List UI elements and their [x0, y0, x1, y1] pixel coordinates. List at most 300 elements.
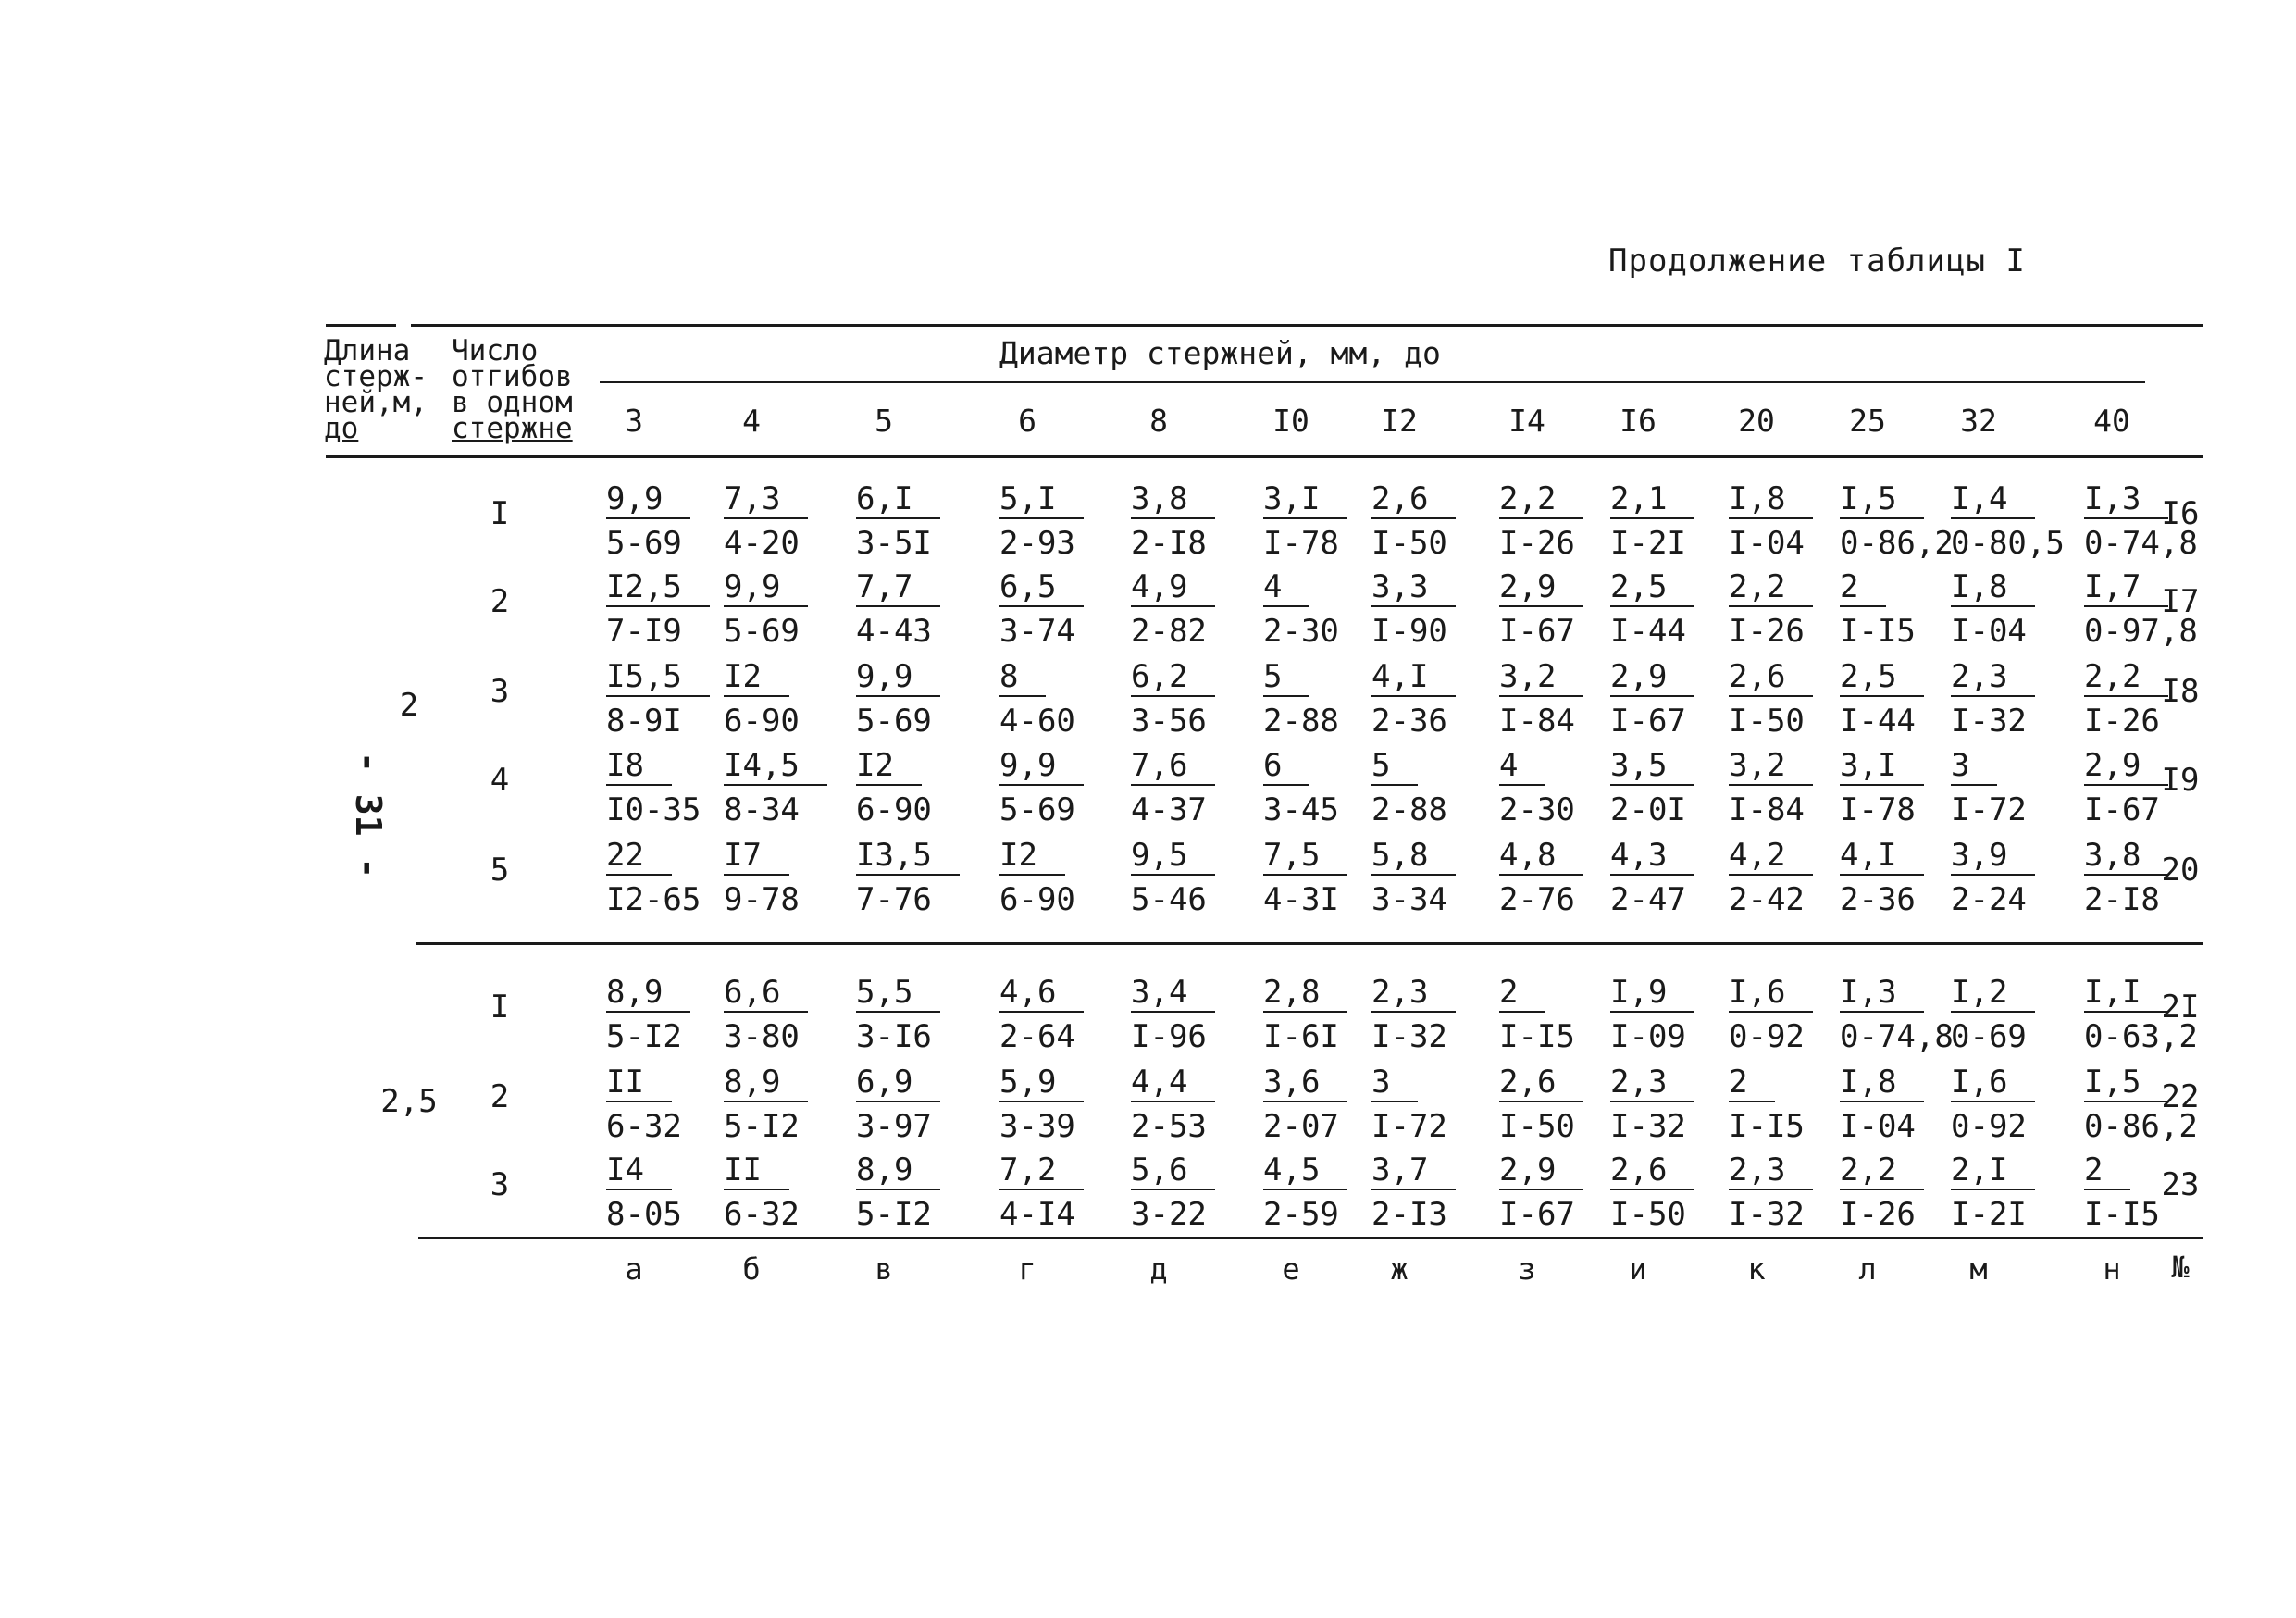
- table-cell: [1729, 654, 1840, 743]
- cell-norm: 5-46: [1131, 881, 1207, 918]
- table-cell: [1499, 970, 1610, 1059]
- column-letter: в: [875, 1251, 893, 1287]
- cell-norm: 4-I4: [999, 1196, 1075, 1233]
- column-letter: и: [1629, 1251, 1647, 1287]
- table-cell: [1729, 743, 1840, 832]
- cell-mass: 2,2: [2084, 658, 2168, 697]
- table-cell: [1499, 1148, 1610, 1237]
- cell-mass: 3: [1371, 1064, 1418, 1102]
- table-cell: [1371, 743, 1483, 832]
- cell-mass: 6,6: [724, 974, 808, 1013]
- table-cell: [724, 970, 835, 1059]
- column-letter: е: [1282, 1251, 1300, 1287]
- table-cell: [1499, 1060, 1610, 1149]
- table-cell: [1263, 743, 1374, 832]
- table-cell: [724, 833, 835, 922]
- cell-mass: 2: [2084, 1151, 2130, 1190]
- table-cell: [999, 743, 1111, 832]
- table-cell: [1610, 1060, 1721, 1149]
- cell-norm: 2-59: [1263, 1196, 1339, 1233]
- cell-norm: I-50: [1371, 525, 1447, 562]
- cell-norm: 2-30: [1499, 791, 1575, 828]
- bends-count: 2: [490, 1078, 510, 1115]
- cell-mass: I,9: [1610, 974, 1694, 1013]
- cell-mass: 3,8: [1131, 480, 1215, 519]
- cell-norm: I-04: [1951, 613, 2027, 650]
- cell-norm: 5-69: [856, 703, 932, 740]
- table-cell: [856, 1148, 967, 1237]
- cell-norm: I-67: [1499, 1196, 1575, 1233]
- cell-norm: 7-76: [856, 881, 932, 918]
- cell-mass: 2,I: [1951, 1151, 2035, 1190]
- cell-mass: 3,I: [1263, 480, 1347, 519]
- cell-norm: 3-39: [999, 1108, 1075, 1145]
- cell-norm: 8-9I: [606, 703, 682, 740]
- cell-norm: I-I5: [2084, 1196, 2160, 1233]
- cell-mass: 2,5: [1840, 658, 1924, 697]
- cell-norm: 5-I2: [724, 1108, 800, 1145]
- cell-mass: 5: [1263, 658, 1309, 697]
- cell-norm: 5-69: [724, 613, 800, 650]
- table-cell: [1371, 477, 1483, 566]
- cell-mass: 2,9: [1499, 568, 1583, 607]
- bends-count: 3: [490, 673, 510, 710]
- table-cell: [1499, 833, 1610, 922]
- cell-mass: 9,9: [724, 568, 808, 607]
- cell-mass: 2,2: [1499, 480, 1583, 519]
- line-number: 20: [2161, 852, 2200, 889]
- table-cell: [1951, 654, 2062, 743]
- cell-mass: 4,9: [1131, 568, 1215, 607]
- diameter-I0: I0: [1272, 403, 1309, 439]
- table-cell: [1263, 970, 1374, 1059]
- table-cell: [1263, 477, 1374, 566]
- line-number: I7: [2161, 583, 2200, 620]
- cell-mass: 5,8: [1371, 837, 1456, 876]
- cell-mass: I,8: [1729, 480, 1813, 519]
- cell-norm: 4-43: [856, 613, 932, 650]
- table-cell: [1499, 565, 1610, 653]
- table-cell: [606, 1148, 717, 1237]
- cell-norm: I-I5: [1840, 613, 1916, 650]
- cell-mass: 2,2: [1729, 568, 1813, 607]
- cell-norm: 6-32: [724, 1196, 800, 1233]
- table-cell: [1951, 833, 2062, 922]
- cell-norm: I-2I: [1951, 1196, 2027, 1233]
- cell-norm: 2-88: [1371, 791, 1447, 828]
- column-letter: ж: [1390, 1251, 1409, 1287]
- cell-norm: I-04: [1729, 525, 1805, 562]
- cell-mass: 7,5: [1263, 837, 1347, 876]
- table-cell: [999, 970, 1111, 1059]
- cell-norm: I-2I: [1610, 525, 1686, 562]
- cell-mass: 6: [1263, 747, 1309, 786]
- table-cell: [606, 970, 717, 1059]
- cell-mass: 2,3: [1610, 1064, 1694, 1102]
- cell-mass: 2,3: [1729, 1151, 1813, 1190]
- cell-norm: I-I5: [1499, 1018, 1575, 1055]
- bends-count: 5: [490, 852, 510, 889]
- table-cell: [999, 477, 1111, 566]
- header-line: в одном: [452, 386, 573, 419]
- cell-mass: 4,I: [1371, 658, 1456, 697]
- cell-mass: 5,9: [999, 1064, 1084, 1102]
- rule-top: [411, 324, 2203, 327]
- table-cell: [1610, 477, 1721, 566]
- diameter-3: 3: [625, 403, 643, 439]
- cell-mass: I,4: [1951, 480, 2035, 519]
- cell-norm: I-04: [1840, 1108, 1916, 1145]
- cell-norm: 2-82: [1131, 613, 1207, 650]
- table-cell: [856, 565, 967, 653]
- header-line: ней,м,: [324, 386, 428, 419]
- bends-count: 4: [490, 762, 510, 799]
- table-cell: [1131, 565, 1242, 653]
- diameter-I6: I6: [1620, 403, 1657, 439]
- cell-mass: 5,I: [999, 480, 1084, 519]
- cell-mass: 5: [1371, 747, 1418, 786]
- cell-mass: I,5: [1840, 480, 1924, 519]
- rule-under-diameter-title: [600, 381, 2145, 383]
- diameter-40: 40: [2093, 403, 2130, 439]
- cell-norm: 0-69: [1951, 1018, 2027, 1055]
- table-cell: [1499, 654, 1610, 743]
- bends-count: I: [490, 989, 510, 1026]
- cell-norm: 8-34: [724, 791, 800, 828]
- table-cell: [1371, 1060, 1483, 1149]
- cell-mass: I,8: [1840, 1064, 1924, 1102]
- cell-norm: I0-35: [606, 791, 701, 828]
- column-letter: л: [1858, 1251, 1877, 1287]
- line-number: I8: [2161, 673, 2200, 710]
- table-cell: [1840, 970, 1954, 1059]
- table-cell: [606, 565, 717, 653]
- table-cell: [1840, 565, 1951, 653]
- cell-mass: 2,6: [1371, 480, 1456, 519]
- header-line: стерж-: [324, 360, 428, 393]
- header-length: [324, 334, 428, 445]
- rule-group-separator: [416, 942, 2203, 945]
- cell-norm: I-44: [1840, 703, 1916, 740]
- cell-norm: I-6I: [1263, 1018, 1339, 1055]
- diameter-25: 25: [1849, 403, 1886, 439]
- cell-mass: 3,6: [1263, 1064, 1347, 1102]
- cell-norm: 0-86,2: [1840, 525, 1954, 562]
- cell-mass: 3,4: [1131, 974, 1215, 1013]
- cell-mass: 7,7: [856, 568, 940, 607]
- cell-mass: I2,5: [606, 568, 710, 607]
- cell-mass: 4,6: [999, 974, 1084, 1013]
- table-cell: [1951, 970, 2062, 1059]
- rule-top-left: [326, 324, 396, 327]
- cell-norm: 2-53: [1131, 1108, 1207, 1145]
- table-cell: [1131, 743, 1242, 832]
- cell-norm: 6-32: [606, 1108, 682, 1145]
- cell-mass: 7,2: [999, 1151, 1084, 1190]
- cell-mass: 3,3: [1371, 568, 1456, 607]
- cell-mass: 2,6: [1729, 658, 1813, 697]
- table-cell: [999, 654, 1111, 743]
- cell-mass: I4: [606, 1151, 672, 1190]
- cell-mass: I,3: [2084, 480, 2168, 519]
- cell-norm: I-44: [1610, 613, 1686, 650]
- cell-norm: 3-5I: [856, 525, 932, 562]
- bends-count: 2: [490, 583, 510, 620]
- table-cell: [856, 833, 967, 922]
- table-cell: [1610, 565, 1721, 653]
- table-cell: [1951, 565, 2062, 653]
- cell-mass: I,8: [1951, 568, 2035, 607]
- cell-mass: 9,5: [1131, 837, 1215, 876]
- cell-mass: 4,4: [1131, 1064, 1215, 1102]
- table-cell: [856, 1060, 967, 1149]
- cell-mass: 3,I: [1840, 747, 1924, 786]
- cell-norm: 0-74,8: [2084, 525, 2198, 562]
- cell-norm: I-09: [1610, 1018, 1686, 1055]
- page-number: - 31 -: [348, 752, 389, 879]
- cell-norm: I-67: [1610, 703, 1686, 740]
- diameter-20: 20: [1738, 403, 1775, 439]
- cell-norm: 4-60: [999, 703, 1075, 740]
- header-bends: [452, 334, 573, 445]
- table-cell: [1371, 833, 1483, 922]
- diameter-32: 32: [1960, 403, 1997, 439]
- cell-norm: 8-05: [606, 1196, 682, 1233]
- cell-norm: I-78: [1263, 525, 1339, 562]
- line-number: 23: [2161, 1166, 2200, 1203]
- cell-mass: 8,9: [724, 1064, 808, 1102]
- cell-norm: 3-45: [1263, 791, 1339, 828]
- cell-norm: 0-74,8: [1840, 1018, 1954, 1055]
- cell-mass: I2: [999, 837, 1065, 876]
- cell-norm: 0-86,2: [2084, 1108, 2198, 1145]
- table-cell: [1263, 565, 1374, 653]
- cell-mass: 2,1: [1610, 480, 1694, 519]
- table-cell: [1951, 477, 2065, 566]
- cell-mass: 2,6: [1499, 1064, 1583, 1102]
- table-cell: [1729, 970, 1840, 1059]
- cell-mass: I3,5: [856, 837, 960, 876]
- table-cell: [1131, 654, 1242, 743]
- cell-mass: 2: [1729, 1064, 1775, 1102]
- cell-norm: 6-90: [724, 703, 800, 740]
- cell-norm: 5-69: [606, 525, 682, 562]
- cell-mass: I7: [724, 837, 789, 876]
- cell-norm: I-72: [1951, 791, 2027, 828]
- cell-mass: 2,6: [1610, 1151, 1694, 1190]
- cell-norm: I-26: [2084, 703, 2160, 740]
- cell-norm: I-50: [1499, 1108, 1575, 1145]
- table-cell: [856, 743, 967, 832]
- table-cell: [1131, 477, 1242, 566]
- cell-mass: 3: [1951, 747, 1997, 786]
- cell-mass: 3,8: [2084, 837, 2168, 876]
- column-letter: н: [2103, 1251, 2121, 1287]
- length-value: 2,5: [380, 1083, 438, 1120]
- cell-norm: 0-97,8: [2084, 613, 2198, 650]
- cell-norm: 4-20: [724, 525, 800, 562]
- cell-norm: 4-3I: [1263, 881, 1339, 918]
- header-line: стержне: [452, 412, 573, 445]
- length-value: 2: [399, 687, 419, 724]
- line-number: I6: [2161, 495, 2200, 532]
- cell-mass: 6,5: [999, 568, 1084, 607]
- table-cell: [1610, 970, 1721, 1059]
- table-cell: [1371, 1148, 1483, 1237]
- table-cell: [724, 1148, 835, 1237]
- cell-mass: 4,2: [1729, 837, 1813, 876]
- cell-norm: 3-80: [724, 1018, 800, 1055]
- cell-norm: 2-0I: [1610, 791, 1686, 828]
- line-number: 22: [2161, 1078, 2200, 1115]
- cell-norm: 3-22: [1131, 1196, 1207, 1233]
- rule-table-bottom: [418, 1237, 2203, 1239]
- table-cell: [1729, 1060, 1840, 1149]
- cell-mass: 3,2: [1499, 658, 1583, 697]
- table-cell: [1263, 1060, 1374, 1149]
- table-cell: [724, 654, 835, 743]
- table-cell: [1131, 970, 1242, 1059]
- table-cell: [999, 833, 1111, 922]
- column-letter: д: [1149, 1251, 1168, 1287]
- cell-mass: 2,8: [1263, 974, 1347, 1013]
- cell-mass: II: [724, 1151, 789, 1190]
- cell-mass: I5,5: [606, 658, 710, 697]
- cell-norm: 0-80,5: [1951, 525, 2065, 562]
- cell-norm: I-72: [1371, 1108, 1447, 1145]
- table-cell: [606, 833, 717, 922]
- diameter-4: 4: [742, 403, 761, 439]
- table-cell: [1499, 477, 1610, 566]
- header-line: Число: [452, 334, 539, 367]
- cell-mass: I,2: [1951, 974, 2035, 1013]
- header-line: отгибов: [452, 360, 573, 393]
- cell-norm: 5-I2: [606, 1018, 682, 1055]
- table-cell: [1371, 565, 1483, 653]
- cell-mass: 2: [1499, 974, 1545, 1013]
- table-caption: Продолжение таблицы I: [1608, 243, 2026, 280]
- cell-norm: 6-90: [856, 791, 932, 828]
- header-line: Длина: [324, 334, 411, 367]
- diameter-I2: I2: [1381, 403, 1418, 439]
- table-cell: [1840, 743, 1951, 832]
- cell-norm: 5-69: [999, 791, 1075, 828]
- diameter-I4: I4: [1508, 403, 1545, 439]
- cell-mass: 3,7: [1371, 1151, 1456, 1190]
- table-cell: [1610, 1148, 1721, 1237]
- cell-norm: I-50: [1729, 703, 1805, 740]
- bends-count: I: [490, 495, 510, 532]
- cell-norm: 2-42: [1729, 881, 1805, 918]
- cell-norm: 3-34: [1371, 881, 1447, 918]
- table-cell: [1729, 477, 1840, 566]
- column-letter: м: [1969, 1251, 1988, 1287]
- table-cell: [1951, 743, 2062, 832]
- cell-mass: 22: [606, 837, 672, 876]
- cell-mass: 2: [1840, 568, 1886, 607]
- cell-mass: 2,9: [1499, 1151, 1583, 1190]
- cell-mass: I4,5: [724, 747, 827, 786]
- cell-mass: I,6: [1729, 974, 1813, 1013]
- table-cell: [606, 477, 717, 566]
- column-letter: а: [625, 1251, 643, 1287]
- cell-norm: I-96: [1131, 1018, 1207, 1055]
- cell-mass: 8,9: [606, 974, 690, 1013]
- cell-mass: I,7: [2084, 568, 2168, 607]
- table-cell: [1951, 1148, 2062, 1237]
- table-cell: [999, 1148, 1111, 1237]
- table-cell: [1263, 654, 1374, 743]
- line-number: 2I: [2161, 989, 2200, 1026]
- cell-norm: I-78: [1840, 791, 1916, 828]
- cell-mass: 2,3: [1951, 658, 2035, 697]
- table-cell: [1499, 743, 1610, 832]
- table-cell: [1371, 654, 1483, 743]
- table-cell: [1263, 1148, 1374, 1237]
- cell-mass: 4,8: [1499, 837, 1583, 876]
- cell-norm: I-26: [1499, 525, 1575, 562]
- table-cell: [856, 654, 967, 743]
- cell-mass: 4,I: [1840, 837, 1924, 876]
- table-cell: [606, 1060, 717, 1149]
- cell-norm: 2-I3: [1371, 1196, 1447, 1233]
- cell-norm: 0-92: [1951, 1108, 2027, 1145]
- table-cell: [724, 565, 835, 653]
- cell-norm: 2-30: [1263, 613, 1339, 650]
- cell-norm: I-67: [2084, 791, 2160, 828]
- cell-mass: 3,9: [1951, 837, 2035, 876]
- cell-mass: 6,I: [856, 480, 940, 519]
- cell-mass: II: [606, 1064, 672, 1102]
- table-cell: [1840, 833, 1951, 922]
- cell-norm: 2-24: [1951, 881, 2027, 918]
- cell-norm: I-26: [1840, 1196, 1916, 1233]
- cell-mass: 2,3: [1371, 974, 1456, 1013]
- cell-mass: 8,9: [856, 1151, 940, 1190]
- cell-norm: 0-63,2: [2084, 1018, 2198, 1055]
- cell-mass: 9,9: [856, 658, 940, 697]
- table-cell: [1131, 1060, 1242, 1149]
- cell-norm: 2-07: [1263, 1108, 1339, 1145]
- cell-norm: I-32: [1951, 703, 2027, 740]
- cell-mass: 4: [1263, 568, 1309, 607]
- diameter-8: 8: [1149, 403, 1168, 439]
- table-cell: [1840, 1148, 1951, 1237]
- cell-mass: 2,2: [1840, 1151, 1924, 1190]
- cell-mass: 5,5: [856, 974, 940, 1013]
- cell-mass: 6,9: [856, 1064, 940, 1102]
- table-cell: [606, 654, 717, 743]
- table-cell: [1610, 743, 1721, 832]
- cell-mass: I,I: [2084, 974, 2168, 1013]
- cell-mass: 7,6: [1131, 747, 1215, 786]
- cell-mass: 2,9: [2084, 747, 2168, 786]
- table-cell: [999, 1060, 1111, 1149]
- cell-norm: 2-93: [999, 525, 1075, 562]
- cell-norm: 7-I9: [606, 613, 682, 650]
- cell-mass: 4,3: [1610, 837, 1694, 876]
- table-cell: [1951, 1060, 2062, 1149]
- cell-mass: I2: [856, 747, 922, 786]
- table-cell: [606, 743, 717, 832]
- cell-norm: I-32: [1729, 1196, 1805, 1233]
- table-cell: [1840, 654, 1951, 743]
- cell-norm: 2-36: [1371, 703, 1447, 740]
- table-cell: [724, 743, 835, 832]
- cell-norm: 2-88: [1263, 703, 1339, 740]
- table-cell: [1729, 833, 1840, 922]
- cell-norm: I-50: [1610, 1196, 1686, 1233]
